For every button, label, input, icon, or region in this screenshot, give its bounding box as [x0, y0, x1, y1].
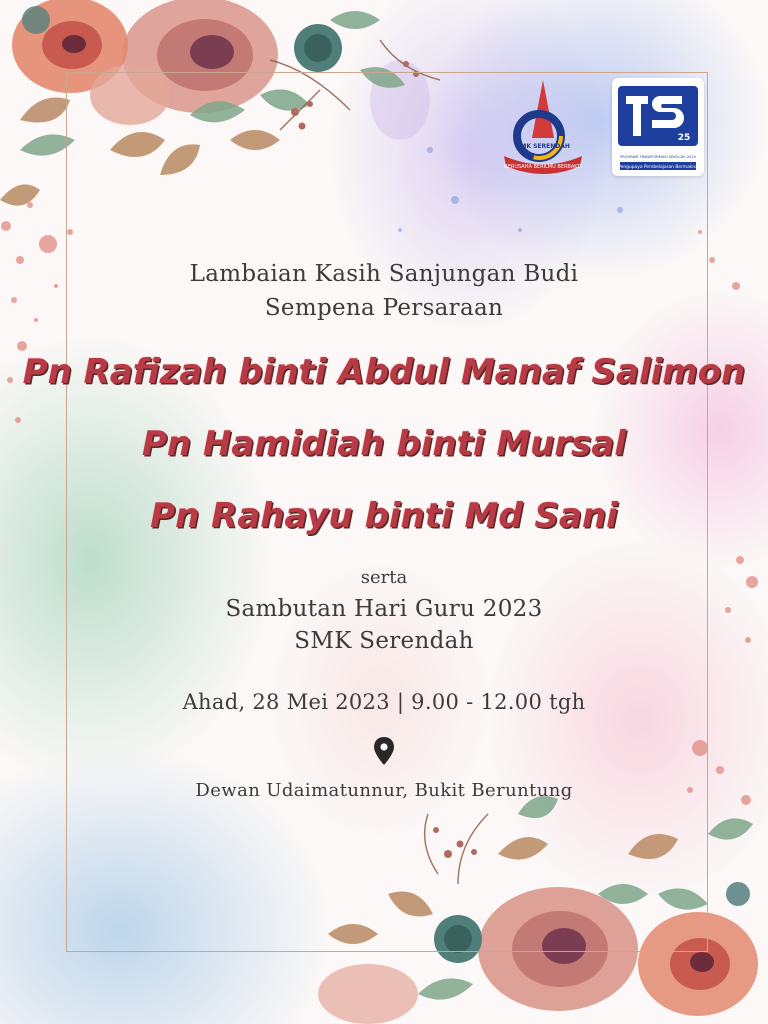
school-name-text: SMK SERENDAH	[516, 143, 570, 150]
location-pin-icon	[372, 736, 396, 766]
school-motto-text: BERUSAHA BERILMU BERBAKTI	[504, 164, 582, 170]
heading-line-1: Lambaian Kasih Sanjungan Budi	[189, 261, 579, 287]
school-name: SMK Serendah	[294, 628, 474, 654]
ts25-logo	[612, 78, 704, 176]
event-datetime: Ahad, 28 Mei 2023 | 9.00 - 12.00 tgh	[182, 690, 586, 714]
honoree-name-3: Pn Rahayu binti Md Sani	[150, 496, 618, 536]
event-title: Sambutan Hari Guru 2023	[225, 596, 543, 622]
heading-line-2: Sempena Persaraan	[264, 295, 504, 321]
event-venue: Dewan Udaimatunnur, Bukit Beruntung	[195, 780, 573, 801]
honoree-name-1: Pn Rafizah binti Abdul Manaf Salimon	[22, 352, 746, 392]
conjunction-text: serta	[360, 567, 408, 588]
ts25-caption-2: Pengupaya Pembelajaran Bermakna	[618, 165, 698, 170]
ts25-number: 25	[677, 133, 691, 143]
ts25-caption-1: PROGRAM TRANSFORMASI SEKOLAH 2025	[620, 155, 696, 159]
school-crest-logo	[494, 78, 592, 182]
honoree-name-2: Pn Hamidiah binti Mursal	[141, 424, 626, 464]
